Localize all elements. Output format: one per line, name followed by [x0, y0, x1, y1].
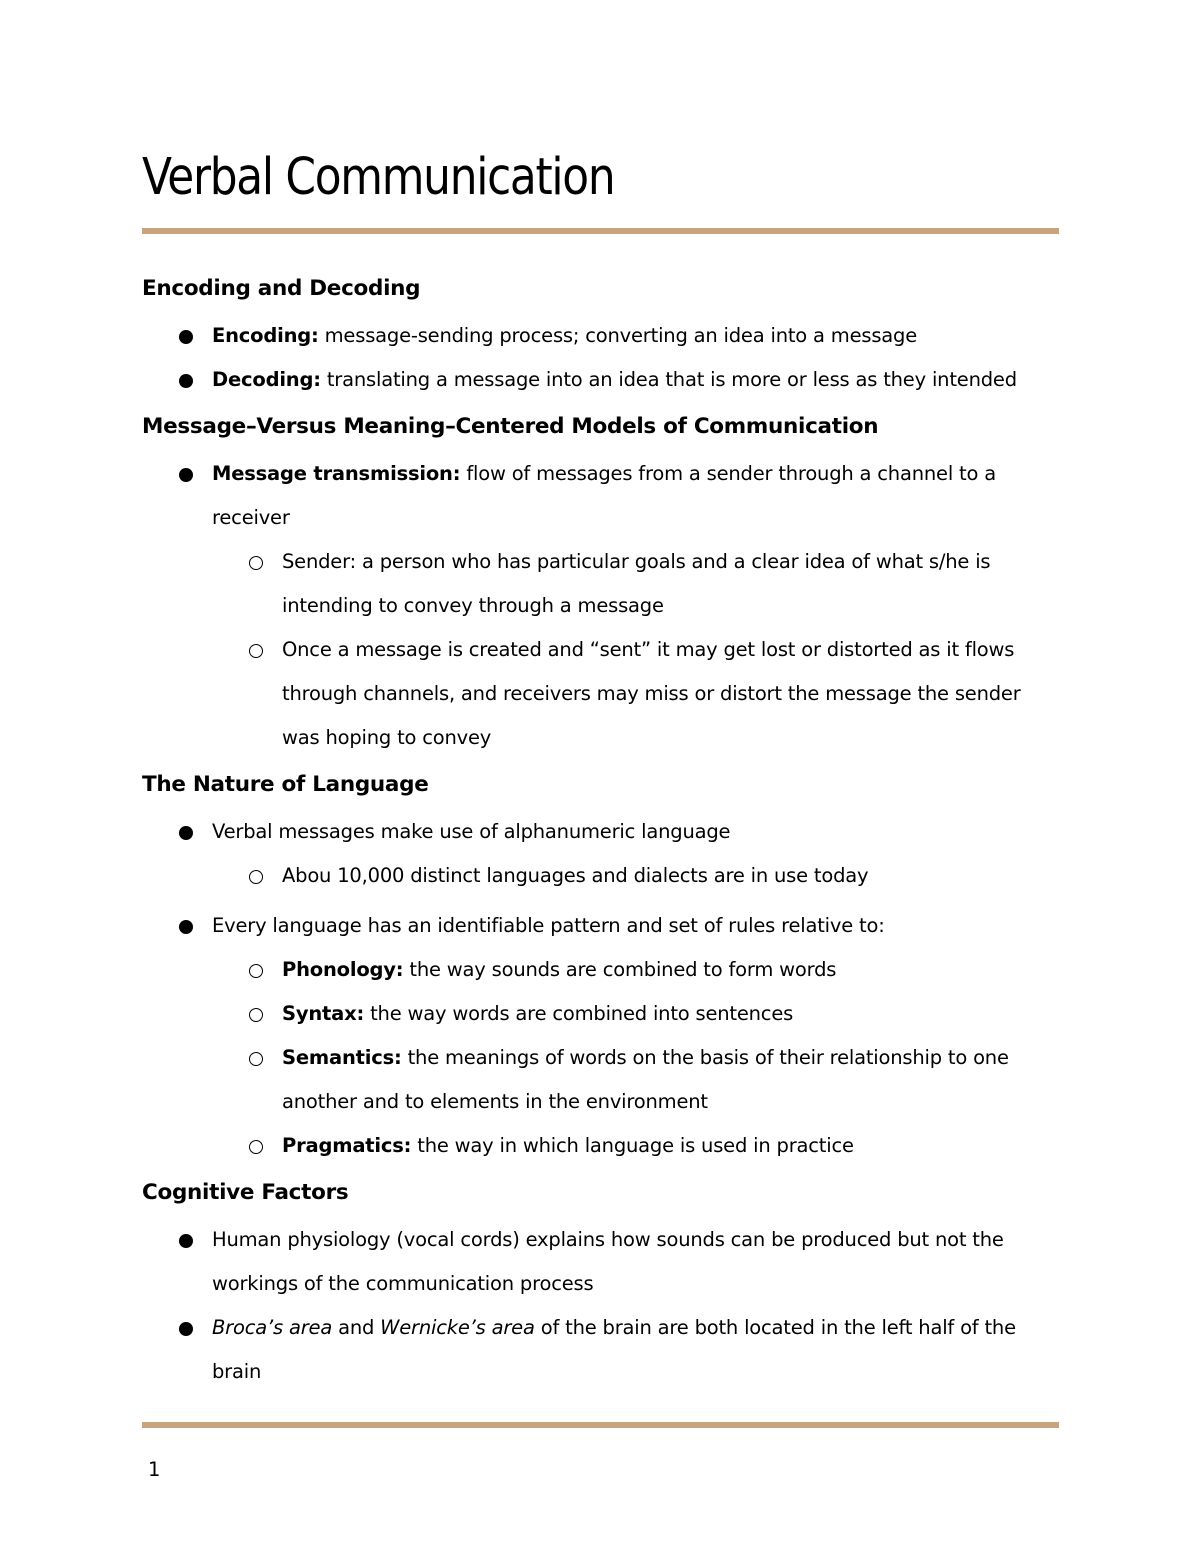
item-text: of the brain are both located in the left half of the brain — [212, 1316, 1016, 1383]
footer-divider — [142, 1422, 1059, 1428]
disc-bullet-icon — [179, 1322, 193, 1336]
definition-syntax: the way words are combined into sentences — [364, 1002, 794, 1025]
list-item-language-rules — [142, 904, 1059, 948]
definition-semantics: the meanings of words on the basis of their relationship to one another and to elements in the environment — [282, 1046, 1009, 1113]
list-subitem-phonology — [142, 948, 1059, 992]
circle-bullet-icon — [249, 644, 263, 658]
page-title: Verbal Communication — [142, 148, 615, 207]
definition-encoding: message-sending process; converting an idea into a message — [318, 324, 918, 347]
section-heading-cognitive: Cognitive Factors — [142, 1180, 349, 1205]
list-item-physiology — [142, 1218, 1059, 1306]
page-number: 1 — [148, 1458, 161, 1481]
item-text: Verbal messages make use of alphanumeric language — [212, 820, 731, 843]
term-phonology: Phonology: — [282, 958, 404, 981]
term-syntax: Syntax: — [282, 1002, 365, 1025]
definition-phonology: the way sounds are combined to form words — [403, 958, 837, 981]
title-divider — [142, 228, 1059, 234]
circle-bullet-icon — [249, 556, 263, 570]
document-body — [142, 270, 1059, 1400]
language-list — [142, 810, 1059, 1168]
list-subitem-semantics — [142, 1036, 1059, 1124]
list-item-verbal-messages — [142, 810, 1059, 854]
disc-bullet-icon — [179, 920, 193, 934]
term-semantics: Semantics: — [282, 1046, 402, 1069]
disc-bullet-icon — [179, 826, 193, 840]
term-decoding: Decoding: — [212, 368, 321, 391]
definition-pragmatics: the way in which language is used in practice — [411, 1134, 854, 1157]
list-subitem-syntax — [142, 992, 1059, 1036]
list-subitem-languages-count — [142, 854, 1059, 898]
circle-bullet-icon — [249, 964, 263, 978]
list-subitem-message-sent — [142, 628, 1059, 760]
section-heading-language: The Nature of Language — [142, 772, 429, 797]
list-item-brain-areas — [142, 1306, 1059, 1394]
list-subitem-sender — [142, 540, 1059, 628]
item-text: Human physiology (vocal cords) explains how sounds can be produced but not the workings of the communication process — [212, 1228, 1004, 1295]
circle-bullet-icon — [249, 870, 263, 884]
term-brocas-area: Broca’s area — [212, 1316, 333, 1339]
subitem-text: Abou 10,000 distinct languages and dialects are in use today — [282, 864, 869, 887]
disc-bullet-icon — [179, 374, 193, 388]
disc-bullet-icon — [179, 468, 193, 482]
term-wernickes-area: Wernicke’s area — [380, 1316, 535, 1339]
encoding-list — [142, 314, 1059, 402]
models-list — [142, 452, 1059, 760]
circle-bullet-icon — [249, 1008, 263, 1022]
term-encoding: Encoding: — [212, 324, 319, 347]
disc-bullet-icon — [179, 330, 193, 344]
list-item-encoding — [142, 314, 1059, 358]
list-item-message-transmission — [142, 452, 1059, 540]
term-pragmatics: Pragmatics: — [282, 1134, 412, 1157]
circle-bullet-icon — [249, 1052, 263, 1066]
circle-bullet-icon — [249, 1140, 263, 1154]
section-heading-models: Message–Versus Meaning–Centered Models of Communication — [142, 414, 879, 439]
item-text: Every language has an identifiable pattern and set of rules relative to: — [212, 914, 885, 937]
cognitive-list — [142, 1218, 1059, 1394]
section-heading-encoding: Encoding and Decoding — [142, 276, 421, 301]
subitem-text: Sender: a person who has particular goals and a clear idea of what s/he is intending to convey through a message — [282, 550, 991, 617]
list-item-decoding — [142, 358, 1059, 402]
definition-message-transmission: flow of messages from a sender through a channel to a receiver — [212, 462, 996, 529]
subitem-text: Once a message is created and “sent” it may get lost or distorted as it flows through channels, and receivers may miss or distort the message the sender was hoping to convey — [282, 638, 1021, 749]
conjunction-text: and — [332, 1316, 381, 1339]
term-message-transmission: Message transmission: — [212, 462, 461, 485]
definition-decoding: translating a message into an idea that is more or less as they intended — [320, 368, 1017, 391]
list-subitem-pragmatics — [142, 1124, 1059, 1168]
disc-bullet-icon — [179, 1234, 193, 1248]
